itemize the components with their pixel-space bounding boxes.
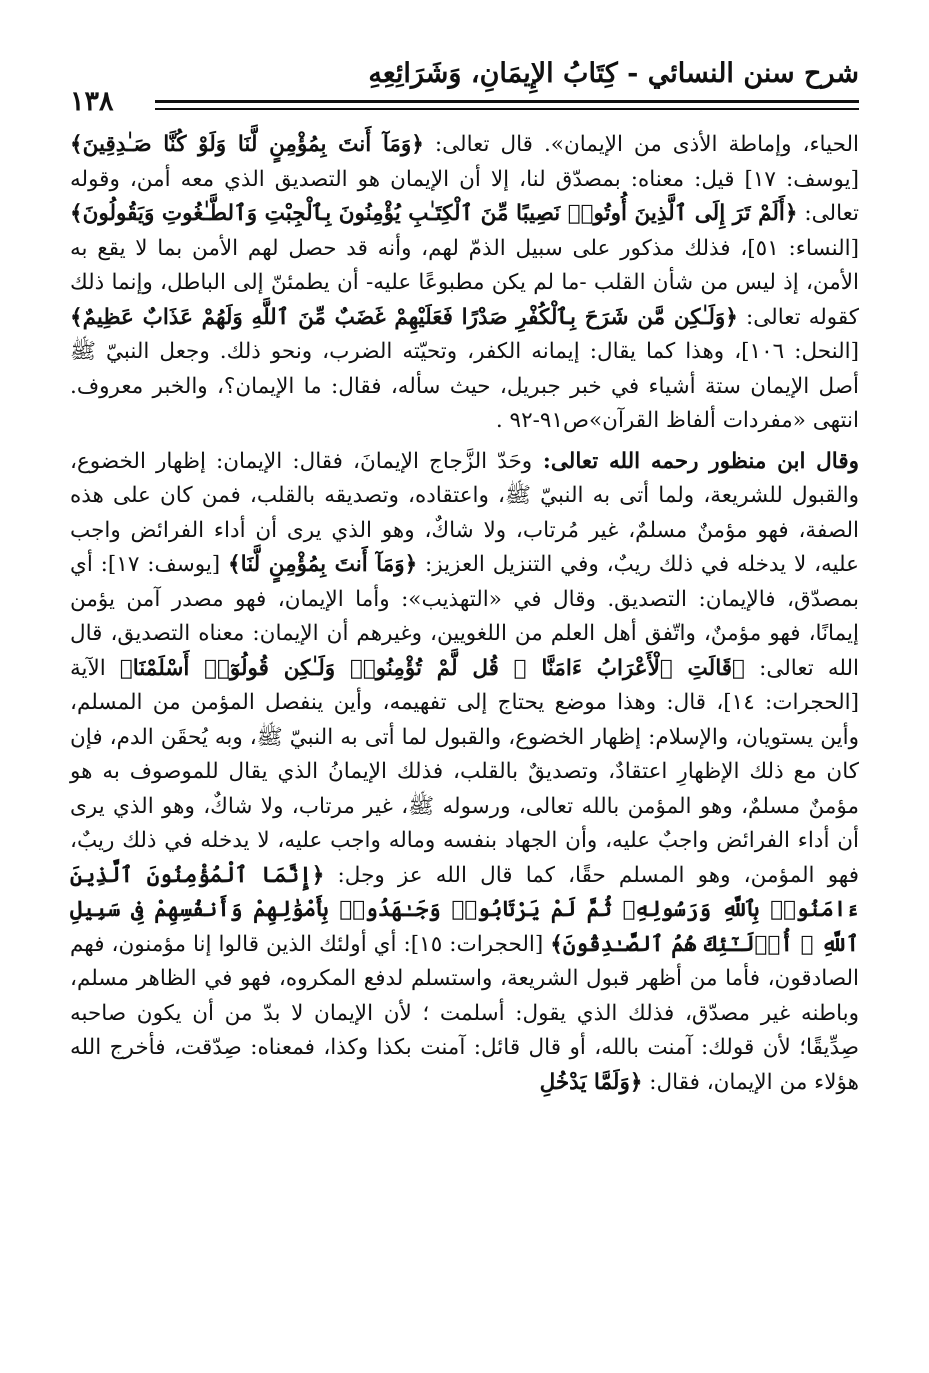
- header-rule-thin: [155, 108, 859, 110]
- text-segment: وحَدّ الزَّجاج الإيمانَ، فقال: الإيمان: إظهار الخضوع، والقبول للشريعة، ولما أتى به النبيّ ﷺ، واعتقاده، وتصديقه بالقلب، فمن كان على هذه الصفة، فهو مؤمنٌ مسلمٌ، غير مُرتاب، ولا شاكٌ، وهو الذي يرى أن أداء الفرائض واجب عليه، لا يدخله في ذلك ريبٌ، وفي التنزيل العزيز:: [70, 448, 859, 577]
- text-segment: الآية [الحجرات: ١٤]، قال: وهذا موضع يحتاج إلى تفهيمه، وأين ينفصل المؤمن من المسلم، وأين يستويان، والإسلام: إظهار الخضوع، والقبول لما أتى به النبيّ ﷺ، وبه يُحقَن الدم، فإن كان مع ذلك الإظهارِ اعتقادٌ، وتصديقٌ بالقلب، فذلك الإيمانُ الذي يقال للموصوف به هو مؤمنٌ مسلمٌ، وهو المؤمن بالله تعالى، ورسوله ﷺ، غير مرتاب، ولا شاكٌ، وهو الذي يرى أن أداء الفرائض واجبٌ عليه، وأن الجهاد بنفسه وماله واجب عليه، لا يدخله في ذلك ريبٌ، فهو المؤمن، وهو المسلم حقًا، كما قال الله عز وجل:: [70, 655, 859, 888]
- quran-verse: ﴿قَالَتِ ٱلْأَعْرَابُ ءَامَنَّا ۖ قُل لَّمْ تُؤْمِنُوا۟ وَلَـٰكِن قُولُوٓا۟ أَسْلَمْنَا﴾: [119, 655, 745, 681]
- paragraph-1: [70, 128, 859, 439]
- quran-verse: ﴿وَمَآ أَنتَ بِمُؤْمِنٍ لَّنَا وَلَوْ كُنَّا صَـٰدِقِينَ﴾: [70, 132, 424, 157]
- lead-citation: وقال ابن منظور رحمه الله تعالى:: [532, 448, 859, 474]
- quran-verse: ﴿وَلَمَّا يَدْخُلِ: [539, 1069, 643, 1095]
- quran-verse: ﴿وَمَآ أَنتَ بِمُؤْمِنٍ لَّنَا﴾: [228, 552, 418, 577]
- text-segment: [يوسف: ١٧]: أي بمصدّق، فالإيمان: التصديق. وقال في «التهذيب»: وأما الإيمان، فهو مصدر آمن يؤمن إيمانًا، فهو مؤمنٌ، واتّفق أهل العلم من اللغويين، وغيرهم أن الإيمان: معناه التصديق، قال الله تعالى:: [70, 552, 859, 681]
- text-segment: [الحجرات: ١٥]: أي أولئك الذين قالوا إنا مؤمنون، فهم الصادقون، فأما من أظهر قبول الشريعة، واستسلم لدفع المكروه، فهو في الظاهر مسلم، وباطنه غير مصدّق، فذلك الذي يقول: أسلمت ؛ لأن الإيمان لا بدّ من أن يكون صاحبه صِدِّيقًا؛ لأن قولك: آمنت بالله، أو قال قائل: آمنت بكذا وكذا، فمعناه: صِدّقت، فأخرج الله هؤلاء من الإيمان، فقال:: [70, 931, 859, 1095]
- text-segment: [النحل: ١٠٦]، وهذا كما يقال: إيمانه الكفر، وتحيّته الضرب، ونحو ذلك. وجعل النبيّ ﷺ أصل الإيمان ستة أشياء في خبر جبريل، حيث سأله، فقال: ما الإيمان؟، والخبر معروف. انتهى «مفردات ألفاظ القرآن»ص٩١-٩٢ .: [70, 339, 859, 433]
- text-segment: الحياء، وإماطة الأذى من الإيمان». قال تعالى:: [423, 132, 859, 157]
- text-segment: [النساء: ٥١]، فذلك مذكور على سبيل الذمّ لهم، وأنه قد حصل لهم الأمن بما لا يقع به الأمن، إذ ليس من شأن القلب -ما لم يكن مطبوعًا عليه- أن يطمئنّ إلى الباطل، وإنما ذلك كقوله تعالى:: [70, 235, 859, 330]
- page-header: [70, 58, 859, 118]
- body-text: [70, 128, 859, 1100]
- paragraph-2: [70, 445, 859, 1101]
- quran-verse: ﴿إِنَّمَا ٱلْمُؤْمِنُونَ ٱلَّذِينَ ءَامَنُوا۟ بِٱللَّهِ وَرَسُولِهِۦ ثُمَّ لَمْ يَرْتَابُوا۟ وَجَـٰهَدُوا۟ بِأَمْوَٰلِهِمْ وَأَنفُسِهِمْ فِى سَبِيلِ ٱللَّهِ ۚ أُو۟لَـٰٓئِكَ هُمُ ٱلصَّـٰدِقُونَ﴾: [70, 862, 859, 957]
- quran-verse: ﴿وَلَـٰكِن مَّن شَرَحَ بِٱلْكُفْرِ صَدْرًا فَعَلَيْهِمْ غَضَبٌ مِّنَ ٱللَّهِ وَلَهُمْ عَذَابٌ عَظِيمٌ﴾: [70, 304, 738, 330]
- text-segment: [يوسف: ١٧] قيل: معناه: بمصدّق لنا، إلا أن الإيمان هو التصديق الذي معه أمن، وقوله تعالى:: [70, 166, 859, 226]
- page-number: ١٣٨: [70, 86, 114, 117]
- quran-verse: ﴿أَلَمْ تَرَ إِلَى ٱلَّذِينَ أُوتُوا۟ نَصِيبًا مِّنَ ٱلْكِتَـٰبِ يُؤْمِنُونَ بِٱلْجِبْتِ وَٱلطَّـٰغُوتِ وَيَقُولُونَ﴾: [70, 201, 798, 226]
- running-title: شرح سنن النسائي - كِتَابُ الإِيمَانِ، وَشَرَائِعِهِ: [368, 58, 859, 89]
- header-rule: [155, 100, 859, 103]
